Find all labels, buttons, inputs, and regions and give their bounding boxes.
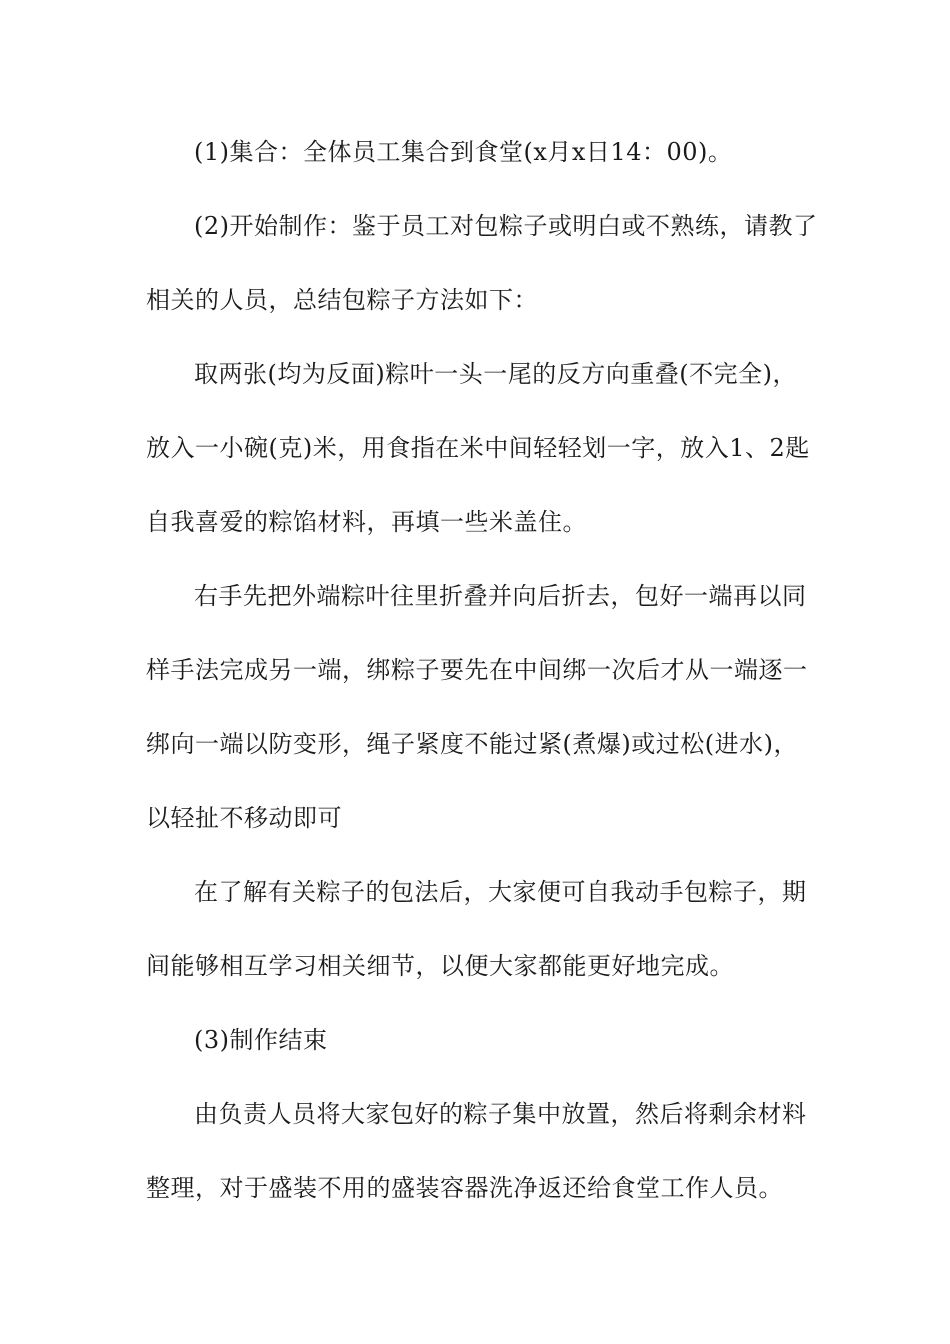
paragraph-assembly: (1)集合：全体员工集合到食堂(x月x日14：00)。 [194, 138, 733, 166]
paragraph-start-making: (2)开始制作：鉴于员工对包粽子或明白或不熟练，请教了 [194, 212, 818, 240]
paragraph-folding-cont-3: 以轻扯不移动即可 [146, 804, 342, 832]
paragraph-learning: 在了解有关粽子的包法后，大家便可自我动手包粽子，期 [194, 878, 807, 906]
paragraph-leaves-cont-1: 放入一小碗(克)米，用食指在米中间轻轻划一字，放入1、2匙 [146, 434, 810, 462]
paragraph-folding-cont-1: 样手法完成另一端，绑粽子要先在中间绑一次后才从一端逐一 [146, 656, 808, 684]
paragraph-start-making-cont: 相关的人员，总结包粽子方法如下： [146, 286, 538, 314]
paragraph-cleanup-cont: 整理，对于盛装不用的盛装容器洗净返还给食堂工作人员。 [146, 1174, 783, 1202]
paragraph-folding: 右手先把外端粽叶往里折叠并向后折去，包好一端再以同 [194, 582, 807, 610]
paragraph-folding-cont-2: 绑向一端以防变形，绳子紧度不能过紧(煮爆)或过松(进水)， [146, 730, 798, 758]
paragraph-leaves: 取两张(均为反面)粽叶一头一尾的反方向重叠(不完全)， [194, 360, 797, 388]
paragraph-learning-cont: 间能够相互学习相关细节，以便大家都能更好地完成。 [146, 952, 734, 980]
paragraph-end-heading: (3)制作结束 [194, 1026, 328, 1054]
paragraph-leaves-cont-2: 自我喜爱的粽馅材料，再填一些米盖住。 [146, 508, 587, 536]
paragraph-cleanup: 由负责人员将大家包好的粽子集中放置，然后将剩余材料 [194, 1100, 807, 1128]
